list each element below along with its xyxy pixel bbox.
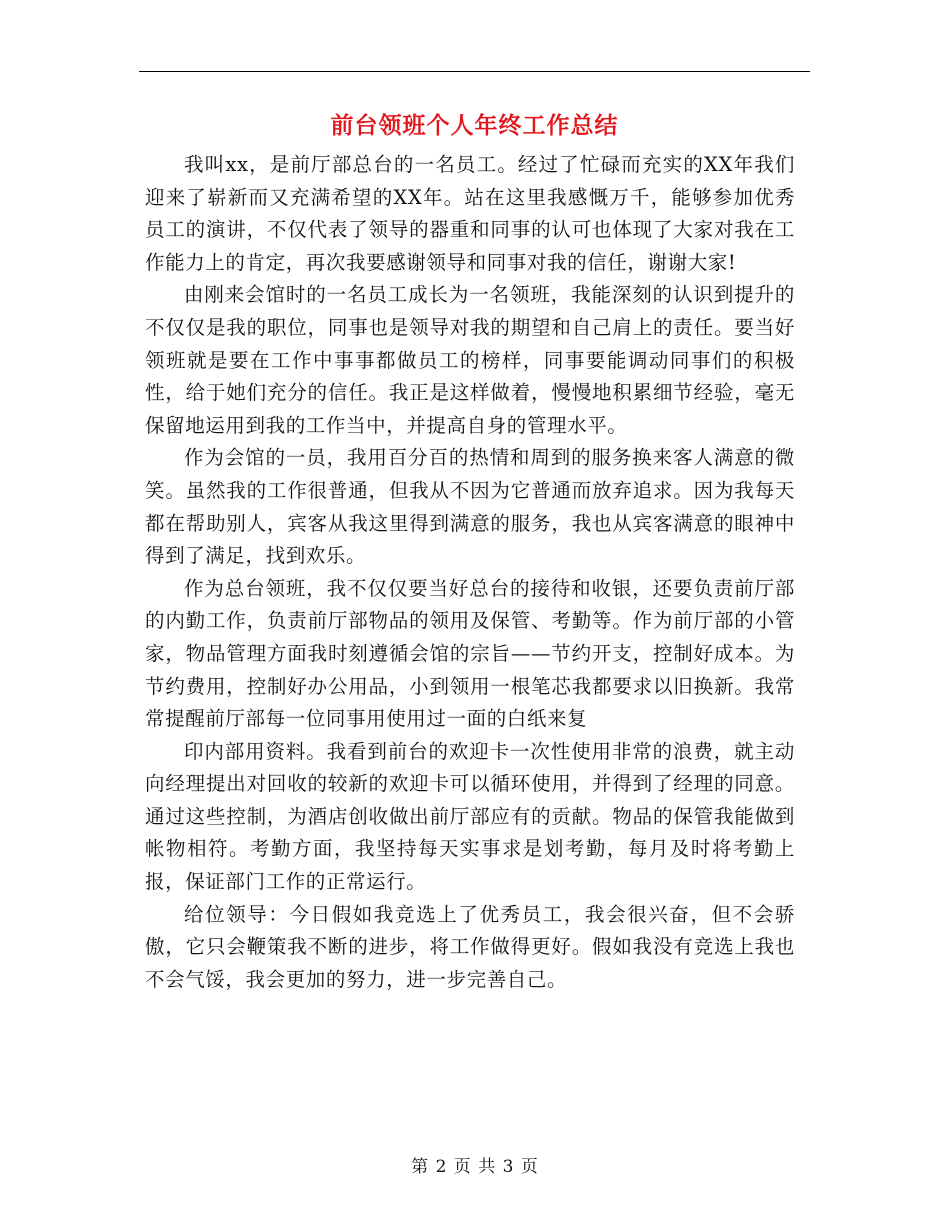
paragraph-6: 给位领导：今日假如我竞选上了优秀员工，我会很兴奋，但不会骄傲，它只会鞭策我不断的进步，将工作做得更好。假如我没有竞选上我也不会气馁，我会更加的努力，进一步完善自己。	[145, 902, 795, 991]
header-rule	[139, 71, 810, 72]
document-title: 前台领班个人年终工作总结	[330, 112, 619, 139]
paragraph-4: 作为总台领班，我不仅仅要当好总台的接待和收银，还要负责前厅部的内勤工作，负责前厅部物品的领用及保管、考勤等。作为前厅部的小管家，物品管理方面我时刻遵循会馆的宗旨——节约开支，控制好成本。为节约费用，控制好办公用品，小到领用一根笔芯我都要求以旧换新。我常常提醒前厅部每一位同事用使用过一面的白纸来复	[145, 576, 795, 731]
page-number-label: 第 2 页 共 3 页	[411, 1157, 539, 1177]
paragraph-1: 我叫xx，是前厅部总台的一名员工。经过了忙碌而充实的XX年我们迎来了崭新而又充满希望的XX年。站在这里我感慨万千，能够参加优秀员工的演讲，不仅代表了领导的器重和同事的认可也体现了大家对我在工作能力上的肯定，再次我要感谢领导和同事对我的信任，谢谢大家!	[145, 153, 796, 274]
paragraph-2: 由刚来会馆时的一名员工成长为一名领班，我能深刻的认识到提升的不仅仅是我的职位，同事也是领导对我的期望和自己肩上的责任。要当好领班就是要在工作中事事都做员工的榜样，同事要能调动同事们的积极性，给于她们充分的信任。我正是这样做着，慢慢地积累细节经验，毫无保留地运用到我的工作当中，并提高自身的管理水平。	[145, 283, 795, 437]
paragraph-3: 作为会馆的一员，我用百分百的热情和周到的服务换来客人满意的微笑。虽然我的工作很普通，但我从不因为它普通而放弃追求。因为我每天都在帮助别人，宾客从我这里得到满意的服务，我也从宾客满意的眼神中得到了满足，找到欢乐。	[145, 446, 795, 568]
document-body	[145, 149, 795, 996]
page-footer	[0, 1152, 950, 1177]
paragraph-5: 印内部用资料。我看到前台的欢迎卡一次性使用非常的浪费，就主动向经理提出对回收的较新的欢迎卡可以循环使用，并得到了经理的同意。通过这些控制，为酒店创收做出前厅部应有的贡献。物品的保管我能做到帐物相符。考勤方面，我坚持每天实事求是划考勤，每月及时将考勤上报，保证部门工作的正常运行。	[145, 739, 795, 894]
